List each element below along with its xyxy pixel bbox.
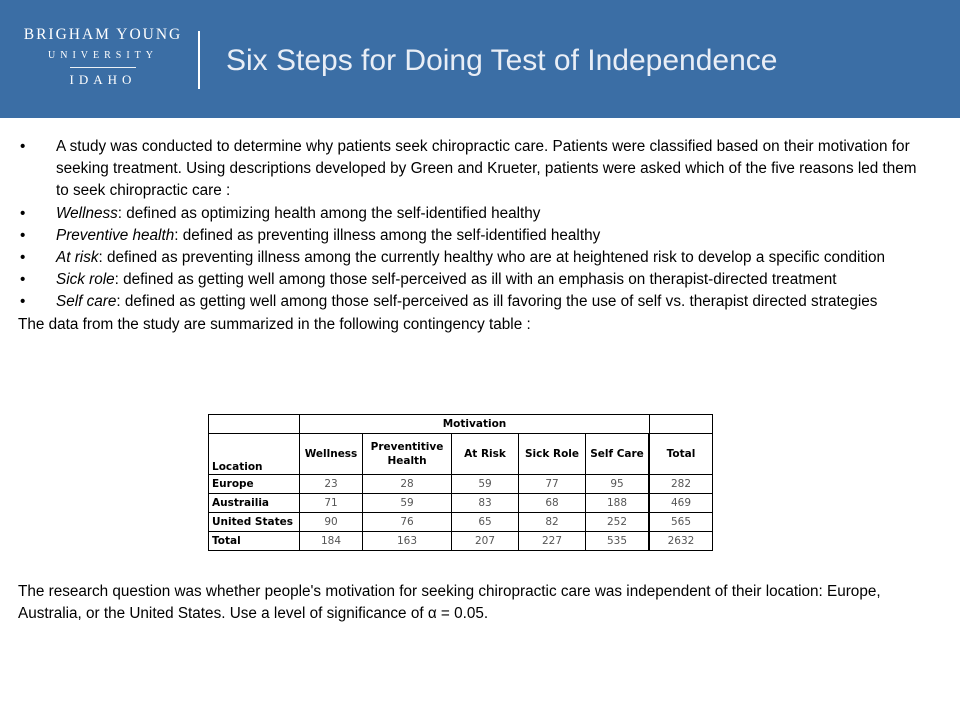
table-cell: 59 xyxy=(452,475,519,494)
column-header: Wellness xyxy=(300,434,363,475)
bullet-item xyxy=(18,136,918,203)
bullet-dot: • xyxy=(20,271,26,289)
table-cell: 83 xyxy=(452,494,519,513)
column-header: Self Care xyxy=(586,434,649,475)
logo-rule xyxy=(70,67,136,68)
header-divider xyxy=(198,31,200,89)
logo-line2: UNIVERSITY xyxy=(48,50,158,61)
bullet-item xyxy=(18,225,918,247)
table-header-row xyxy=(209,415,713,434)
table-row xyxy=(209,513,713,532)
bullet-text: : defined as optimizing health among the self-identified healthy xyxy=(117,204,541,222)
table-cell: 252 xyxy=(586,513,649,532)
column-header: Sick Role xyxy=(519,434,586,475)
bullet-item xyxy=(18,291,918,313)
table-row xyxy=(209,494,713,513)
logo-line3: IDAHO xyxy=(69,72,137,87)
contingency-table xyxy=(208,414,713,551)
bullet-dot: • xyxy=(20,204,26,222)
table-cell: 68 xyxy=(519,494,586,513)
slide-title: Six Steps for Doing Test of Independence xyxy=(226,44,778,77)
table-column-header-row xyxy=(209,434,713,475)
bullet-dot: • xyxy=(20,226,26,244)
column-header: Total xyxy=(650,434,713,475)
bullet-text: A study was conducted to determine why patients seek chiropractic care. Patients were classified based on their motivation for seeking treatment. Using descriptions developed by Green and Krueter, patients were asked which of the five reasons led them to seek chiropractic care : xyxy=(56,138,917,200)
table-cell: 76 xyxy=(363,513,452,532)
table-cell: 82 xyxy=(519,513,586,532)
bullet-list xyxy=(18,136,918,314)
table-cell: 184 xyxy=(300,532,363,551)
table-cell: 65 xyxy=(452,513,519,532)
bullet-term: Self care xyxy=(56,293,117,311)
bullet-item xyxy=(18,203,918,225)
table-row xyxy=(209,475,713,494)
bullet-dot: • xyxy=(20,249,26,267)
corner-cell xyxy=(650,415,713,434)
bullet-term: Preventive health xyxy=(56,226,175,244)
row-label: Total xyxy=(209,532,300,551)
corner-cell xyxy=(209,415,300,434)
table-cell: 565 xyxy=(650,513,713,532)
bullet-term: Sick role xyxy=(56,271,115,289)
table-cell: 188 xyxy=(586,494,649,513)
summary-text: The data from the study are summarized in the following contingency table : xyxy=(18,315,531,333)
logo-line1: BRIGHAM YOUNG xyxy=(23,26,183,43)
bullet-term: At risk xyxy=(56,249,99,267)
table-cell: 207 xyxy=(452,532,519,551)
table-cell: 59 xyxy=(363,494,452,513)
row-label: United States xyxy=(209,513,300,532)
row-label: Europe xyxy=(209,475,300,494)
slide-body xyxy=(18,136,918,336)
table-cell: 77 xyxy=(519,475,586,494)
bullet-text: : defined as preventing illness among the currently healthy who are at heightened risk to develop a specific condition xyxy=(98,249,886,267)
bullet-item xyxy=(18,247,918,269)
header-banner xyxy=(0,0,960,118)
table-cell: 227 xyxy=(519,532,586,551)
column-header: At Risk xyxy=(452,434,519,475)
bullet-item xyxy=(18,269,918,291)
bullet-dot: • xyxy=(20,293,26,311)
table-cell: 469 xyxy=(650,494,713,513)
table-cell: 2632 xyxy=(650,532,713,551)
bullet-text: : defined as getting well among those self-perceived as ill with an emphasis on therapist-directed treatment xyxy=(114,271,837,289)
table-cell: 71 xyxy=(300,494,363,513)
university-logo xyxy=(22,26,184,88)
table-cell: 95 xyxy=(586,475,649,494)
bullet-term: Wellness xyxy=(56,204,118,222)
bullet-text: : defined as preventing illness among the self-identified healthy xyxy=(174,226,601,244)
column-header: Preventitive Health xyxy=(363,434,452,475)
table-cell: 282 xyxy=(650,475,713,494)
research-question: The research question was whether people's motivation for seeking chiropractic care was independent of their location: Europe, Australia, or the United States. Use a level of significance of α = 0.05. xyxy=(18,583,881,623)
table-cell: 535 xyxy=(586,532,649,551)
location-header: Location xyxy=(209,434,300,475)
table-cell: 90 xyxy=(300,513,363,532)
motivation-header: Motivation xyxy=(300,415,650,434)
row-label: Austrailia xyxy=(209,494,300,513)
table-cell: 23 xyxy=(300,475,363,494)
table-total-row xyxy=(209,532,713,551)
bullet-text: : defined as getting well among those self-perceived as ill favoring the use of self vs. therapist directed strategies xyxy=(116,293,878,311)
table-cell: 28 xyxy=(363,475,452,494)
table-cell: 163 xyxy=(363,532,452,551)
bullet-dot: • xyxy=(20,138,26,155)
